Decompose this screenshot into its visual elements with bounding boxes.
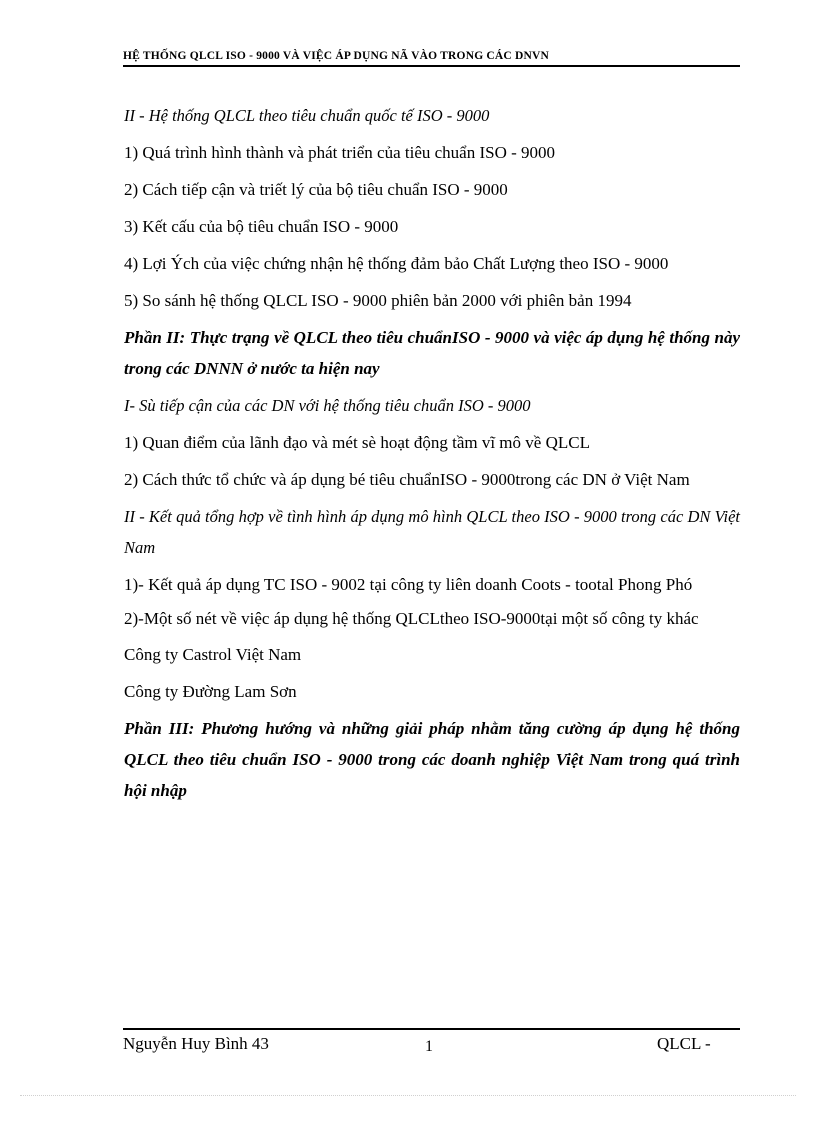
toc-item: 2) Cách thức tổ chức và áp dụng bé tiêu chuẩnISO - 9000trong các DN ở Việt Nam (124, 470, 690, 489)
toc-item: 5) So sánh hệ thống QLCL ISO - 9000 phiên bản 2000 với phiên bản 1994 (124, 291, 632, 310)
toc-item: 2)-Một số nét về việc áp dụng hệ thống QLCLtheo ISO-9000tại một số công ty khác (124, 609, 699, 628)
table-of-contents (124, 100, 740, 812)
running-header: HỆ THỐNG QLCL ISO - 9000 VÀ VIỆC ÁP DỤNG NÃ VÀO TRONG CÁC DNVN (123, 50, 740, 67)
footer-author: Nguyễn Huy Bình 43 (123, 1034, 269, 1053)
part-heading: Phần II: Thực trạng về QLCL theo tiêu chuẩnISO - 9000 và việc áp dụng hệ thống này trong các DNNN ở nước ta hiện nay (124, 328, 740, 378)
toc-item: 3) Kết cấu của bộ tiêu chuẩn ISO - 9000 (124, 217, 399, 236)
toc-item: 1)- Kết quả áp dụng TC ISO - 9002 tại công ty liên doanh Coots - tootal Phong Phó (124, 575, 693, 594)
toc-item: Công ty Castrol Việt Nam (124, 645, 302, 664)
toc-item: 4) Lợi Ých của việc chứng nhận hệ thống đảm bảo Chất Lượng theo ISO - 9000 (124, 254, 669, 273)
footer-class-code: QLCL - (657, 1034, 711, 1053)
footer-rule (123, 1028, 740, 1030)
page-edge-divider (20, 1095, 796, 1096)
page-number: 1 (425, 1038, 433, 1055)
part-heading: Phần III: Phương hướng và những giải pháp nhằm tăng cường áp dụng hệ thống QLCL theo tiêu chuẩn ISO - 9000 trong các doanh nghiệp Việt Nam trong quá trình hội nhập (124, 719, 740, 800)
toc-item: 1) Quá trình hình thành và phát triển của tiêu chuẩn ISO - 9000 (124, 143, 556, 162)
section-heading: II - Kết quả tổng hợp về tình hình áp dụng mô hình QLCL theo ISO - 9000 trong các DN Việt Nam (124, 507, 740, 557)
section-heading: II - Hệ thống QLCL theo tiêu chuẩn quốc tế ISO - 9000 (124, 106, 490, 125)
toc-item: 2) Cách tiếp cận và triết lý của bộ tiêu chuẩn ISO - 9000 (124, 180, 508, 199)
section-heading: I- Sù tiếp cận của các DN với hệ thống tiêu chuẩn ISO - 9000 (124, 396, 531, 415)
toc-item: Công ty Đường Lam Sơn (124, 682, 297, 701)
toc-item: 1) Quan điểm của lãnh đạo và mét sè hoạt động tầm vĩ mô về QLCL (124, 433, 590, 452)
